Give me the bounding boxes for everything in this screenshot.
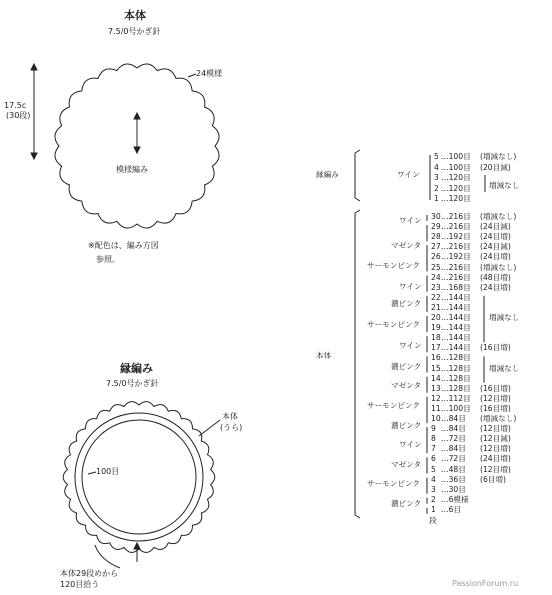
body-row-number: 5 <box>431 464 436 474</box>
body-row-number: 4 <box>431 474 436 484</box>
body-diagram-title: 本体 <box>124 9 146 22</box>
edge-pickup-count: 120目拾う <box>60 580 100 589</box>
edge-body-reverse: (うら) <box>220 423 243 432</box>
body-color-label: 濃ピンク <box>391 299 422 308</box>
body-row-note: (12目増) <box>480 424 511 434</box>
body-row-number: 29 <box>431 222 441 232</box>
body-stitch-count: 24模様 <box>196 69 223 78</box>
body-row-count: …72目 <box>441 454 466 464</box>
body-row-number: 19 <box>431 323 441 333</box>
edge-body-label: 本体 <box>222 412 238 421</box>
edge-row-count: …120目 <box>441 183 471 193</box>
body-row-count: …36目 <box>441 474 466 484</box>
body-row-number: 15 <box>431 363 441 373</box>
edge-section-brace-bottom <box>355 198 360 201</box>
edge-row-count: …120目 <box>441 173 471 182</box>
edge-row-number: 1 <box>434 194 439 203</box>
edge-diagram-hook: 7.5/0号かぎ針 <box>106 379 159 388</box>
rows-unit-label: 段 <box>429 516 437 525</box>
body-row-note: (12目増) <box>480 393 511 403</box>
body-row-count: …100目 <box>441 403 471 413</box>
body-color-label: サーモンピンク <box>367 261 421 270</box>
body-row-count: …48目 <box>441 464 466 474</box>
body-row-count: …84目 <box>441 444 466 454</box>
height-arrow-top <box>31 64 37 70</box>
body-row-number: 21 <box>431 302 441 312</box>
body-row-number: 11 <box>431 403 441 413</box>
body-row-count: …192目 <box>441 252 471 262</box>
direction-arrow-bottom <box>134 147 140 153</box>
edge-row-number: 4 <box>434 162 439 172</box>
body-color-label: マゼンタ <box>391 460 422 469</box>
body-row-note: (24目増) <box>480 232 511 242</box>
body-row-number: 16 <box>431 353 441 363</box>
body-color-label: ワイン <box>399 216 422 225</box>
body-row-number: 28 <box>431 232 441 242</box>
body-group-note-1: 増減なし <box>489 313 520 322</box>
edge-row-note: (20目減) <box>480 162 511 172</box>
edge-ring-inner <box>82 420 196 534</box>
body-row-count: …84目 <box>441 424 466 434</box>
stitch-count-leader <box>188 74 196 77</box>
body-color-label: ワイン <box>399 341 422 350</box>
body-row-count: …216目 <box>441 242 471 252</box>
edge-group-note: 増減なし <box>489 181 520 190</box>
edge-row-number: 3 <box>434 173 439 182</box>
body-row-count: …144目 <box>441 323 471 333</box>
pickup-leader <box>95 545 120 568</box>
edge-section-label: 縁編み <box>316 170 339 179</box>
body-row-note: (12目増) <box>480 444 511 454</box>
body-row-note: (48目増) <box>480 272 511 282</box>
edge-ring-outer <box>75 413 203 541</box>
body-row-note: (増減なし) <box>480 212 517 221</box>
edge-diagram-title: 縁編み <box>120 362 153 375</box>
body-row-number: 24 <box>431 272 441 282</box>
body-color-label: 濃ピンク <box>391 499 422 508</box>
edge-row-count: …120目 <box>441 194 471 203</box>
body-row-count: …30目 <box>441 484 466 494</box>
body-row-count: …144目 <box>441 292 471 302</box>
body-row-note: (6目増) <box>480 474 506 484</box>
body-section-brace-top <box>355 210 360 213</box>
body-row-count: …216目 <box>441 212 471 221</box>
watermark: PassionForum.ru <box>452 579 519 588</box>
edge-inner-count: 100目 <box>96 467 120 476</box>
body-row-count: …144目 <box>441 333 471 343</box>
body-section-brace-bottom <box>355 515 360 518</box>
body-row-count: …128目 <box>441 353 471 363</box>
body-row-number: 10 <box>431 414 441 423</box>
body-label-leader <box>199 420 220 436</box>
body-row-number: 22 <box>431 292 441 302</box>
body-row-number: 2 <box>431 494 436 504</box>
body-row-count: …144目 <box>441 343 471 353</box>
body-row-count: …216目 <box>441 222 471 232</box>
body-row-count: …128目 <box>441 383 471 393</box>
body-color-label: ワイン <box>399 282 422 291</box>
body-diagram-hook: 7.5/0号かぎ針 <box>108 27 161 36</box>
body-row-count: …128目 <box>441 373 471 383</box>
body-row-note: (増減なし) <box>480 414 517 423</box>
body-group-note-2: 増減なし <box>489 363 520 373</box>
body-row-number: 3 <box>431 484 436 494</box>
body-height-label: 17.5c <box>4 101 27 110</box>
inner-count-leader <box>88 472 96 474</box>
body-row-number: 23 <box>431 282 441 292</box>
body-row-number: 26 <box>431 252 441 262</box>
body-row-count: …112目 <box>441 393 471 403</box>
pickup-arrow-head <box>134 543 140 549</box>
body-row-count: …216目 <box>441 262 471 272</box>
edge-row-number: 2 <box>434 183 439 193</box>
body-row-number: 6 <box>431 454 436 464</box>
body-color-note: ※配色は、編み方図 <box>88 241 159 250</box>
body-row-number: 18 <box>431 333 441 343</box>
body-row-count: …168目 <box>441 282 471 292</box>
body-row-number: 12 <box>431 393 441 403</box>
body-height-rows: (30段) <box>6 111 31 120</box>
body-color-label: 濃ピンク <box>391 421 422 430</box>
body-color-label: マゼンタ <box>391 241 422 250</box>
body-row-number: 20 <box>431 313 441 322</box>
body-color-label: サーモンピンク <box>367 479 421 488</box>
body-row-count: …6模様 <box>441 494 469 504</box>
body-row-note: (24目増) <box>480 454 511 464</box>
body-row-note: (24目増) <box>480 252 511 262</box>
body-row-count: …128目 <box>441 363 471 373</box>
body-row-note: (16目増) <box>480 403 511 413</box>
edge-pickup-note: 本体29段めから <box>60 569 119 578</box>
body-row-count: …84目 <box>441 414 466 423</box>
body-row-note: (16目増) <box>480 343 511 353</box>
body-row-number: 13 <box>431 383 441 393</box>
body-row-count: …216目 <box>441 272 471 282</box>
body-row-number: 1 <box>431 504 436 514</box>
body-color-label: マゼンタ <box>391 381 422 390</box>
body-row-count: …72目 <box>441 434 466 444</box>
body-row-number: 17 <box>431 343 441 353</box>
edge-row-count: …100目 <box>441 162 471 172</box>
body-row-number: 30 <box>431 212 441 221</box>
direction-arrow-top <box>134 113 140 119</box>
edge-scalloped-ring <box>63 402 215 553</box>
body-row-number: 7 <box>431 444 436 454</box>
body-color-label: ワイン <box>399 440 422 449</box>
edge-row-number: 5 <box>434 152 439 161</box>
body-row-number: 9 <box>431 424 436 434</box>
height-arrow-bottom <box>31 153 37 159</box>
body-row-note: (24目増) <box>480 282 511 292</box>
edge-row-note: (増減なし) <box>480 152 517 161</box>
body-color-note-2: 参照。 <box>96 255 120 264</box>
body-row-note: (16目増) <box>480 383 511 393</box>
body-row-note: (増減なし) <box>480 262 517 272</box>
body-center-label: 模様編み <box>116 165 148 174</box>
body-row-number: 25 <box>431 262 441 272</box>
body-row-count: …192目 <box>441 232 471 242</box>
edge-section-brace-top <box>355 150 360 153</box>
body-color-label: サーモンピンク <box>367 320 421 329</box>
body-row-count: …6目 <box>441 504 462 514</box>
edge-color-label: ワイン <box>397 170 420 179</box>
body-row-number: 8 <box>431 434 436 444</box>
body-row-number: 14 <box>431 373 441 383</box>
body-row-number: 27 <box>431 242 441 252</box>
body-row-note: (12目増) <box>480 464 511 474</box>
body-row-note: (24目減) <box>480 242 511 252</box>
edge-row-count: …100目 <box>441 152 471 161</box>
body-section-label: 本体 <box>316 351 332 360</box>
body-row-count: …144目 <box>441 302 471 312</box>
body-color-label: 濃ピンク <box>391 362 422 371</box>
body-color-label: サーモンピンク <box>367 401 421 410</box>
body-row-count: …144目 <box>441 313 471 322</box>
body-row-note: (12目減) <box>480 434 511 444</box>
body-row-note: (24目減) <box>480 222 511 232</box>
